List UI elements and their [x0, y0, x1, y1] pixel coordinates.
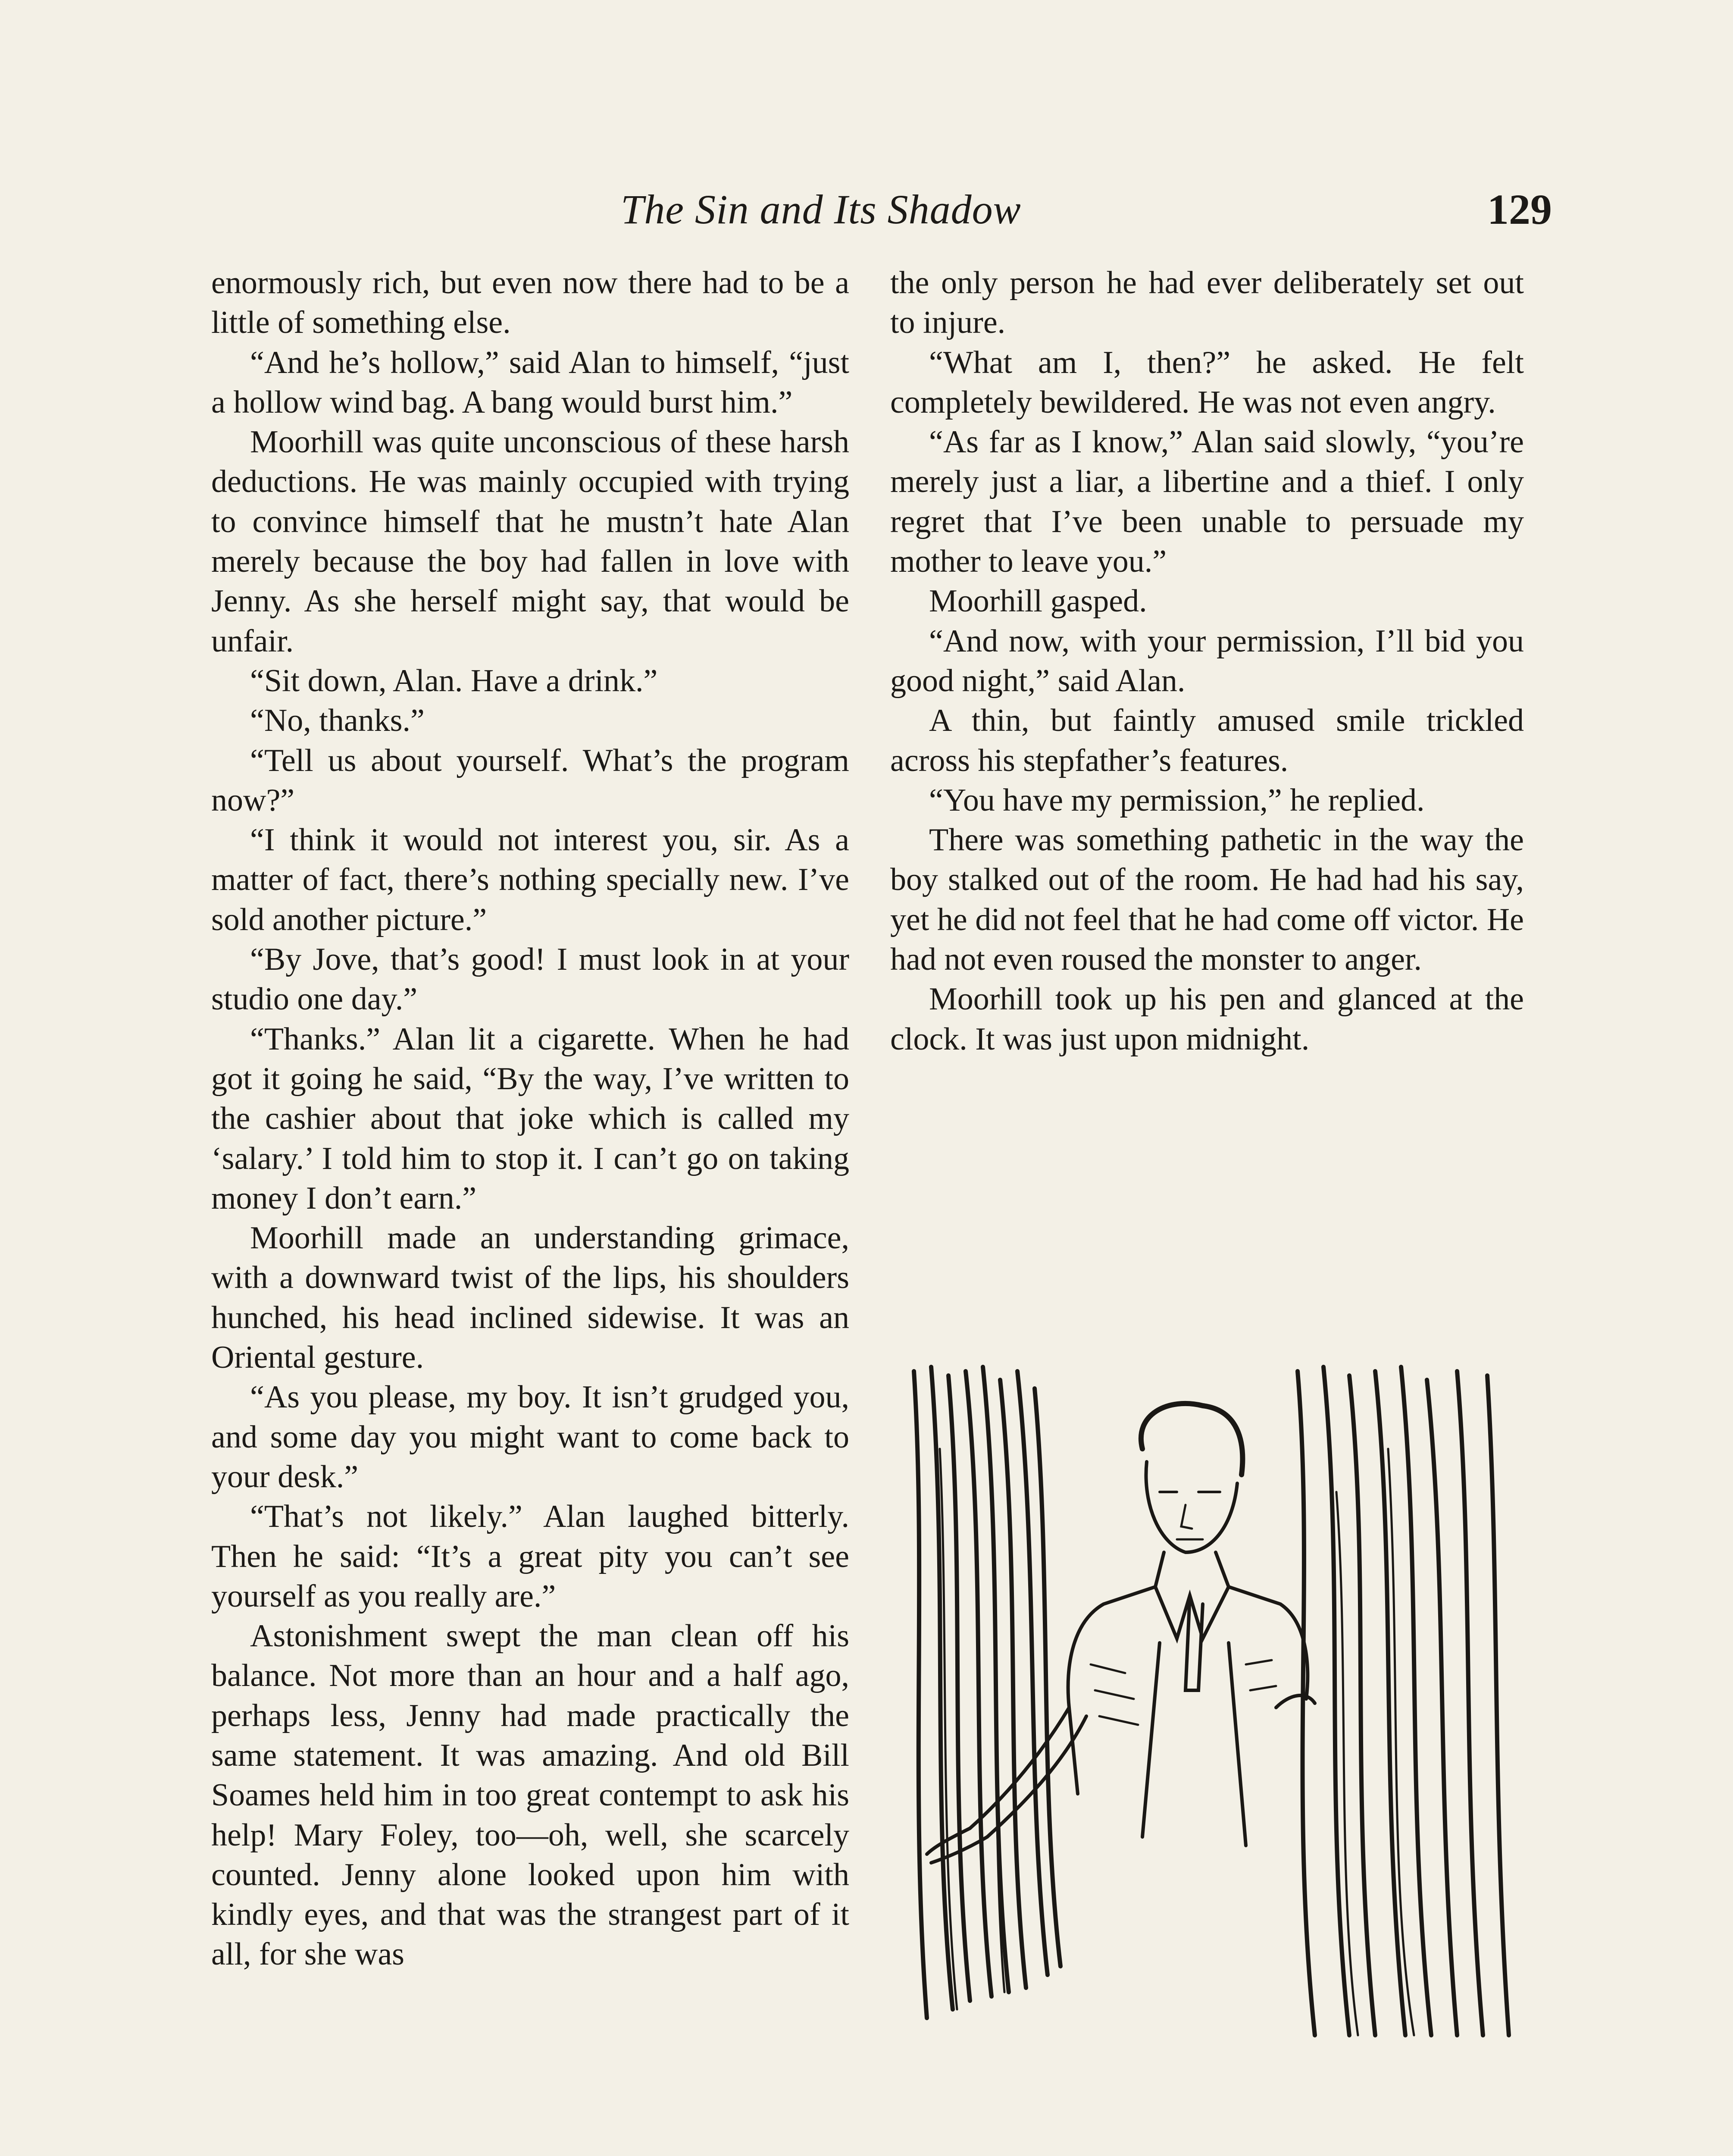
paragraph: “I think it would not interest you, sir. As a matter of fact, there’s nothing specially new. I’ve sold another picture.” [211, 822, 849, 937]
paragraph: “And now, with your permission, I’ll bid you good night,” said Alan. [890, 623, 1524, 699]
paragraph: “Tell us about yourself. What’s the program now?” [211, 743, 849, 818]
paragraph: the only person he had ever deliberately set out to injure. [890, 265, 1524, 341]
running-title: The Sin and Its Shadow [621, 186, 1021, 232]
paragraph: “And he’s hollow,” said Alan to himself, “just a hollow wind bag. A bang would burst him.” [211, 345, 849, 420]
illustration [901, 1363, 1522, 2156]
left-curtain [914, 1367, 1060, 2018]
paragraph: “As far as I know,” Alan said slowly, “you’re merely just a liar, a libertine and a thief. I only regret that I’ve been unable to persuade my mother to leave you.” [890, 424, 1524, 580]
left-text-column [211, 263, 849, 1974]
paragraph: A thin, but faintly amused smile trickled across his stepfather’s features. [890, 703, 1524, 778]
paragraph: Moorhill was quite unconscious of these harsh deductions. He was mainly occupied with trying to convince himself that he mustn’t hate Alan merely because the boy had fallen in love with Jenny. As she herself might say, that would be unfair. [211, 424, 849, 659]
page-number: 129 [1487, 185, 1552, 233]
paragraph: Moorhill gasped. [929, 583, 1147, 619]
paragraph: There was something pathetic in the way the boy stalked out of the room. He had had his say, yet he did not feel that he had come off victor. He had not even roused the monster to anger. [890, 822, 1524, 978]
paragraph: “You have my permission,” he replied. [929, 782, 1425, 818]
right-text-column [890, 263, 1524, 1059]
paragraph: Astonishment swept the man clean off his balance. Not more than an hour and a half ago, perhaps less, Jenny had made practically the same statement. It was amazing. And old Bill Soames held him in too great contempt to ask his help! Mary Foley, too—oh, well, she scarcely counted. Jenny alone looked upon him with kindly eyes, and that was the strangest part of it all, for she was [211, 1618, 849, 1972]
paragraph: “Thanks.” Alan lit a cigarette. When he had got it going he said, “By the way, I’ve written to the cashier about that joke which is called my ‘salary.’ I told him to stop it. I can’t go on taking money I don’t earn.” [211, 1021, 849, 1216]
paragraph: “No, thanks.” [250, 703, 425, 739]
paragraph: “What am I, then?” he asked. He felt completely bewildered. He was not even angry. [890, 345, 1524, 420]
paragraph: Moorhill took up his pen and glanced at the clock. It was just upon midnight. [890, 981, 1524, 1057]
right-curtain [1298, 1367, 1509, 2035]
paragraph: enormously rich, but even now there had to be a little of something else. [211, 265, 849, 341]
paragraph: “That’s not likely.” Alan laughed bitterly. Then he said: “It’s a great pity you can’t see yourself as you really are.” [211, 1499, 849, 1614]
man-figure [927, 1404, 1315, 1863]
paragraph: Moorhill made an understanding grimace, with a downward twist of the lips, his shoulders hunched, his head inclined sidewise. It was an Oriental gesture. [211, 1220, 849, 1376]
paragraph: “Sit down, Alan. Have a drink.” [250, 663, 658, 699]
paragraph: “As you please, my boy. It isn’t grudged you, and some day you might want to come back to your desk.” [211, 1379, 849, 1495]
paragraph: “By Jove, that’s good! I must look in at your studio one day.” [211, 942, 849, 1017]
man-between-curtains-illustration [901, 1363, 1522, 2156]
